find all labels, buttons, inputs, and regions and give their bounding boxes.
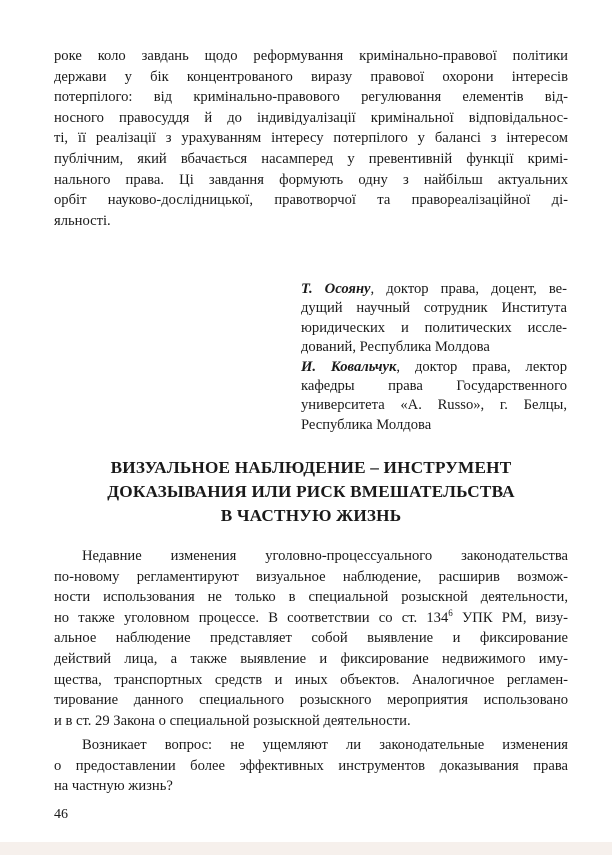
title-line: ДОКАЗЫВАНИЯ ИЛИ РИСК ВМЕШАТЕЛЬСТВА: [107, 482, 515, 501]
text-line: действий лица, а также выявление и фиксирование недвижимого иму-: [54, 650, 568, 667]
title-line: В ЧАСТНУЮ ЖИЗНЬ: [220, 506, 402, 525]
author-line: университета «A. Russo», г. Белцы,: [301, 397, 567, 414]
superscript: 6: [448, 607, 453, 618]
text-line: альное наблюдение представляет собой выявление и фиксирование: [54, 630, 568, 647]
text-line: [54, 608, 568, 629]
author-line: Республика Молдова: [301, 416, 432, 433]
title-line: ВИЗУАЛЬНОЕ НАБЛЮДЕНИЕ – ИНСТРУМЕНТ: [110, 458, 512, 477]
text-line: Недавние изменения уголовно-процессуального законодательства: [82, 548, 568, 564]
text-line: щества, транспортных средств и иных объектов. Аналогичное регламен-: [54, 671, 568, 688]
text-line: ности использования не только в специальной розыскной деятельности,: [54, 589, 568, 606]
body-paragraph-1: [54, 546, 568, 731]
text-line: носного правосуддя й до індивідуалізації кримінальної відповідальнос-: [54, 109, 568, 126]
author-name: И. Ковальчук: [301, 358, 397, 375]
page-number: 46: [54, 807, 68, 822]
article-title: [54, 456, 568, 528]
text-segment: но также уголовном процессе. В соответствии со ст. 134: [54, 609, 449, 626]
author-affiliation: , доктор права, доцент, ве-: [370, 281, 567, 297]
author-name: Т. Осояну: [301, 281, 371, 297]
text-line: потерпілого: від кримінально-правового регулювання елементів від-: [54, 89, 568, 106]
author-line: кафедры права Государственного: [301, 378, 567, 395]
author-block: [301, 280, 567, 435]
author-line: [301, 358, 567, 377]
author-line: дущий научный сотрудник Института: [301, 300, 567, 317]
continued-paragraph: [54, 46, 568, 231]
text-line: нального права. Ці завдання формують одну з найбільш актуальних: [54, 171, 568, 188]
text-line: публічним, який вбачається насамперед у превентивній функції кримі-: [54, 150, 568, 167]
author-line: [301, 280, 567, 299]
text-segment: УПК РМ, визу-: [452, 609, 569, 626]
page-bottom-edge: [0, 842, 612, 855]
text-line: тирование данного специального розыскного мероприятия использовано: [54, 692, 568, 709]
text-line: Возникает вопрос: не ущемляют ли законодательные изменения: [82, 737, 568, 753]
text-line: держави у бік концентрованого виразу правової охорони інтересів: [54, 68, 568, 85]
text-line: роке коло завдань щодо реформування кримінально-правової політики: [54, 48, 568, 64]
author-line: юридических и политических иссле-: [301, 319, 567, 336]
author-affiliation: , доктор права, лектор: [396, 358, 567, 375]
text-line: на частную жизнь?: [54, 778, 173, 795]
text-line: орбіт науково-дослідницької, правотворчої та правореалізаційної ді-: [54, 192, 568, 209]
author-line: дований, Республика Молдова: [301, 339, 490, 356]
text-line: о предоставлении более эффективных инструментов доказывания права: [54, 757, 568, 774]
text-line: яльності.: [54, 212, 111, 229]
body-paragraph-2: [54, 735, 568, 797]
text-line: ті, її реалізації з урахуванням інтересу потерпілого у балансі з інтересом: [54, 130, 568, 147]
text-line: по-новому регламентируют визуальное наблюдение, расширив возмож-: [54, 568, 568, 585]
text-line: и в ст. 29 Закона о специальной розыскной деятельности.: [54, 712, 411, 729]
